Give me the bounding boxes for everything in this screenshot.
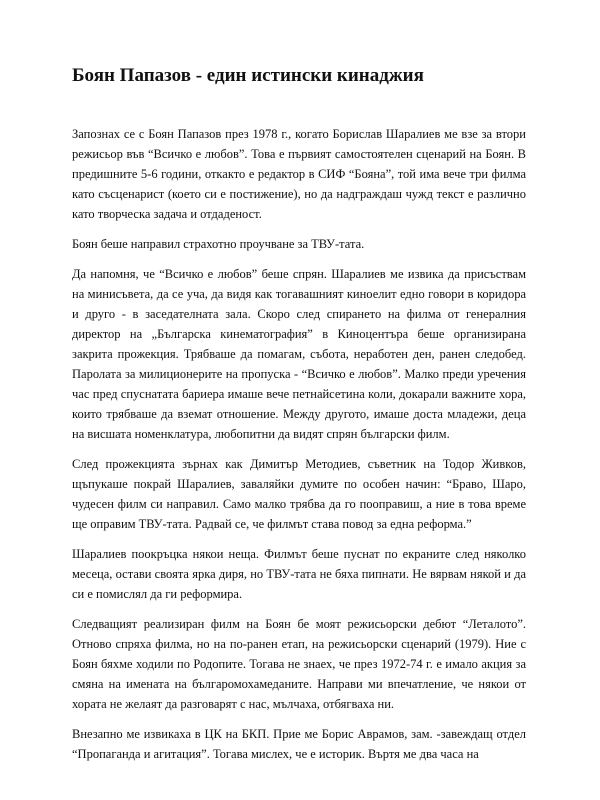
paragraph: Следващият реализиран филм на Боян бе моят режисьорски дебют “Леталото”. Отново спряха филма, но на по-ранен етап, на режисьорски сценарий (1979). Ние с Боян бяхме ходили по Родопите. Тогава не знаех, че през 1972-74 г. е имало акция за смяна на имената на българомохамеданите. Направи ми впечатление, че някои от хората не желаят да разговарят с нас, мълчаха, отбягваха ни. <box>72 617 526 711</box>
paragraph: Боян беше направил страхотно проучване за ТВУ-тата. <box>72 237 365 251</box>
paragraph: Внезапно ме извикаха в ЦК на БКП. Прие ме Борис Аврамов, зам. -завеждащ отдел “Пропаганда и агитация”. Тогава мислех, че е историк. Въртя ме два часа на <box>72 727 526 761</box>
document-body <box>72 124 526 774</box>
document-title: Боян Папазов - един истински кинаджия <box>72 65 424 86</box>
paragraph: След прожекцията зърнах как Димитър Методиев, съветник на Тодор Живков, щъпукаше покрай Шаралиев, заваляйки думите по особен начин: “Браво, Шаро, чудесен филм си направил. Само малко трябва да го пооправиш, а ние в това време ще оправим ТВУ-тата. Радвай се, че филмът става повод за една реформа.” <box>72 457 526 531</box>
paragraph: Запознах се с Боян Папазов през 1978 г., когато Борислав Шаралиев ме взе за втори режисьор във “Всичко е любов”. Това е първият самостоятелен сценарий на Боян. В предишните 5-6 години, откакто е редактор в СИФ “Бояна”, той има вече три филма като съсценарист (което си е постижение), но да надграждаш чужд текст е различно като творческа задача и отдаденост. <box>72 127 526 221</box>
paragraph: Шаралиев поокръцка някои неща. Филмът беше пуснат по екраните след няколко месеца, остави своята ярка диря, но ТВУ-тата не бяха пипнати. Не вярвам някой и да си е помислял да ги реформира. <box>72 547 526 601</box>
paragraph: Да напомня, че “Всичко е любов” беше спрян. Шаралиев ме извика да присъствам на минисъвета, да се уча, да видя как тогавашният киноелит едно говори в коридора и друго - в заседателната зала. Скоро след спирането на филма от генералния директор на „Българска кинематография” в Киноцентъра беше организирана закрита прожекция. Трябваше да помагам, събота, неработен ден, ранен следобед. Паролата за милиционерите на пропуска - “Всичко е любов”. Малко преди уречения час пред спуснатата бариера имаше вече петнайсетина коли, докарали важните хора, които трябваше да вземат отношение. Между другото, имаше доста младежи, деца на висшата номенклатура, любопитни да видят спрян български филм. <box>72 267 526 441</box>
